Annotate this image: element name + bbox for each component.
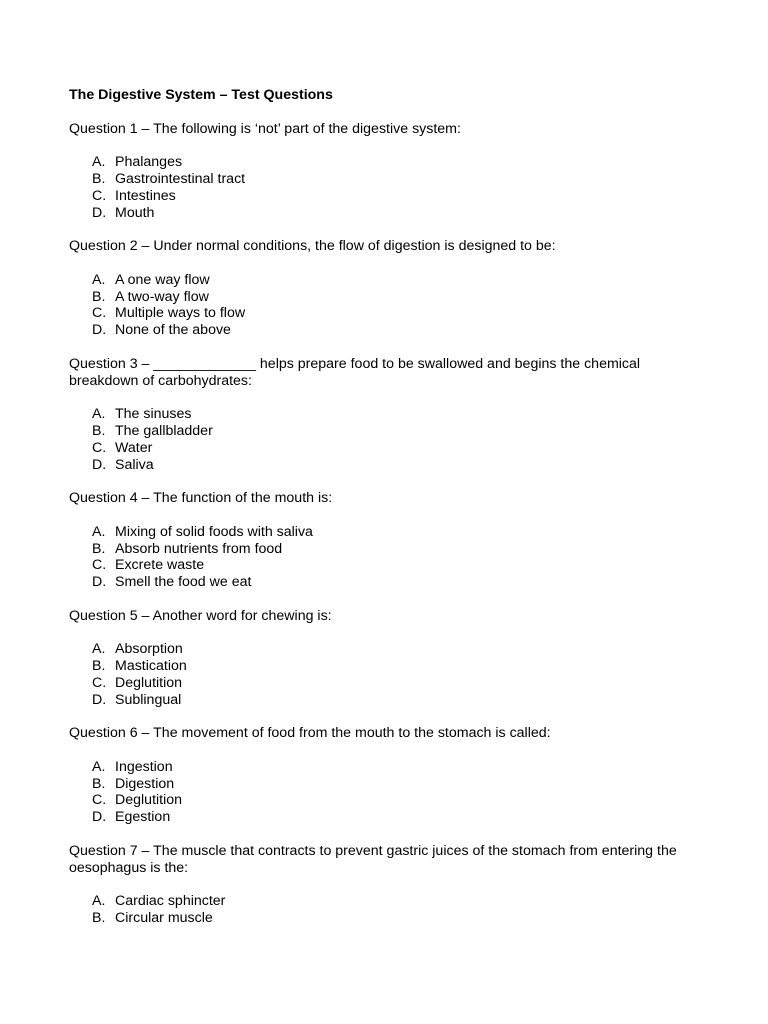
option-text: Mouth <box>115 204 155 221</box>
answer-option <box>69 305 709 322</box>
question-text: Question 1 – The following is ‘not’ part of the digestive system: <box>69 120 461 137</box>
option-text: Cardiac sphincter <box>115 893 226 910</box>
option-letter: D. <box>92 456 107 473</box>
answer-option <box>69 792 709 809</box>
option-letter: D. <box>92 574 107 591</box>
question-7 <box>69 843 709 927</box>
answer-option <box>69 675 709 692</box>
answer-option <box>69 457 709 474</box>
answer-options <box>69 272 709 339</box>
question-text: Question 6 – The movement of food from the mouth to the stomach is called: <box>69 725 551 742</box>
answer-option <box>69 289 709 306</box>
option-letter: C. <box>92 792 107 809</box>
option-text: Absorb nutrients from food <box>115 540 283 557</box>
option-text: Gastrointestinal tract <box>115 170 246 187</box>
answer-option <box>69 423 709 440</box>
question-2 <box>69 238 709 339</box>
option-letter: B. <box>92 170 106 187</box>
answer-option <box>69 692 709 709</box>
option-letter: C. <box>92 439 107 456</box>
option-letter: C. <box>92 187 107 204</box>
option-text: The sinuses <box>115 406 192 423</box>
option-letter: D. <box>92 204 107 221</box>
answer-option <box>69 524 709 541</box>
option-letter: B. <box>92 775 106 792</box>
answer-option <box>69 809 709 826</box>
answer-options <box>69 524 709 591</box>
answer-option <box>69 541 709 558</box>
option-letter: A. <box>92 271 106 288</box>
answer-options <box>69 154 709 221</box>
option-letter: B. <box>92 658 106 675</box>
option-letter: D. <box>92 691 107 708</box>
option-text: Mixing of solid foods with saliva <box>115 523 313 540</box>
option-letter: D. <box>92 809 107 826</box>
answer-options <box>69 893 709 927</box>
option-letter: A. <box>92 154 106 171</box>
answer-options <box>69 759 709 826</box>
answer-options <box>69 406 709 473</box>
question-text: Question 7 – The muscle that contracts to prevent gastric juices of the stomach from entering the oesophagus is the: <box>69 842 677 876</box>
question-text: Question 3 – _____________ helps prepare food to be swallowed and begins the chemical breakdown of carbohydrates: <box>69 355 641 389</box>
option-text: Egestion <box>115 809 171 826</box>
option-text: A one way flow <box>115 271 210 288</box>
option-text: None of the above <box>115 322 231 339</box>
answer-option <box>69 759 709 776</box>
option-text: Saliva <box>115 456 154 473</box>
option-text: Multiple ways to flow <box>115 305 246 322</box>
question-text: Question 5 – Another word for chewing is: <box>69 607 332 624</box>
question-list <box>69 121 709 927</box>
option-letter: A. <box>92 893 106 910</box>
option-text: The gallbladder <box>115 422 213 439</box>
option-letter: D. <box>92 322 107 339</box>
option-text: Circular muscle <box>115 910 213 927</box>
answer-option <box>69 574 709 591</box>
option-text: Mastication <box>115 658 187 675</box>
option-text: Smell the food we eat <box>115 574 252 591</box>
answer-option <box>69 658 709 675</box>
option-letter: B. <box>92 910 106 927</box>
document-page <box>69 87 709 927</box>
answer-option <box>69 776 709 793</box>
option-text: Excrete waste <box>115 557 205 574</box>
answer-option <box>69 440 709 457</box>
document-title: The Digestive System – Test Questions <box>69 87 333 103</box>
option-text: A two-way flow <box>115 288 209 305</box>
option-text: Digestion <box>115 775 175 792</box>
answer-options <box>69 641 709 708</box>
answer-option <box>69 910 709 927</box>
answer-option <box>69 406 709 423</box>
option-letter: C. <box>92 557 107 574</box>
question-4 <box>69 490 709 591</box>
question-text: Question 4 – The function of the mouth is: <box>69 490 333 507</box>
option-letter: B. <box>92 422 106 439</box>
question-5 <box>69 608 709 709</box>
answer-option <box>69 188 709 205</box>
answer-option <box>69 641 709 658</box>
option-letter: A. <box>92 758 106 775</box>
option-letter: C. <box>92 305 107 322</box>
option-letter: B. <box>92 288 106 305</box>
option-text: Sublingual <box>115 691 182 708</box>
option-letter: C. <box>92 674 107 691</box>
option-text: Intestines <box>115 187 176 204</box>
answer-option <box>69 205 709 222</box>
option-text: Ingestion <box>115 758 173 775</box>
option-letter: A. <box>92 406 106 423</box>
question-6 <box>69 725 709 826</box>
option-text: Deglutition <box>115 792 183 809</box>
option-text: Phalanges <box>115 154 183 171</box>
question-1 <box>69 121 709 222</box>
answer-option <box>69 322 709 339</box>
option-text: Absorption <box>115 641 183 658</box>
option-letter: A. <box>92 641 106 658</box>
answer-option <box>69 557 709 574</box>
option-letter: B. <box>92 540 106 557</box>
question-3 <box>69 356 709 474</box>
answer-option <box>69 171 709 188</box>
option-text: Deglutition <box>115 674 183 691</box>
answer-option <box>69 893 709 910</box>
option-text: Water <box>115 439 153 456</box>
answer-option <box>69 272 709 289</box>
option-letter: A. <box>92 523 106 540</box>
question-text: Question 2 – Under normal conditions, the flow of digestion is designed to be: <box>69 238 556 255</box>
answer-option <box>69 154 709 171</box>
